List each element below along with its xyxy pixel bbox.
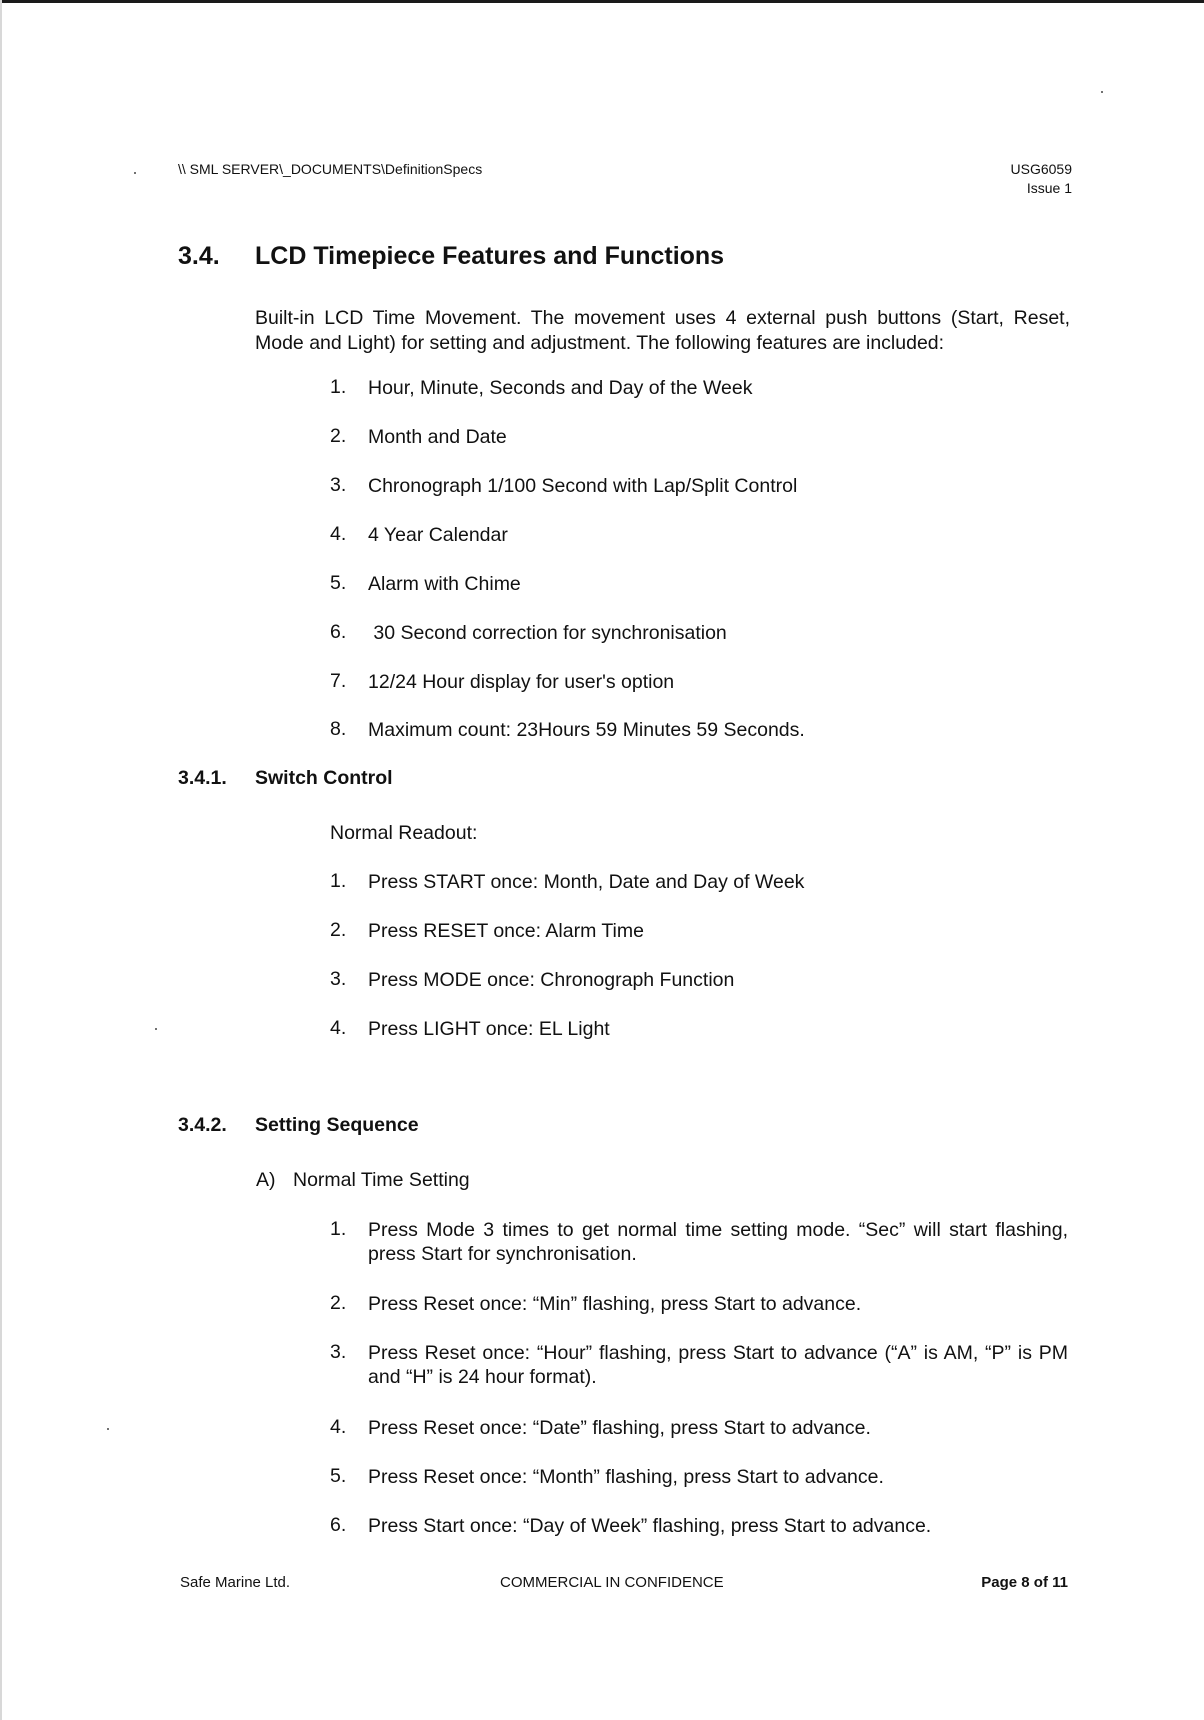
list-number: 4. <box>330 1416 347 1438</box>
list-text: Press LIGHT once: EL Light <box>368 1018 610 1040</box>
list-number: 2. <box>330 919 347 941</box>
list-text: Maximum count: 23Hours 59 Minutes 59 Seconds. <box>368 719 805 741</box>
list-text: Press Reset once: “Month” flashing, press Start to advance. <box>368 1466 884 1488</box>
list-text: Press MODE once: Chronograph Function <box>368 969 735 991</box>
list-text: 4 Year Calendar <box>368 524 508 546</box>
document-id-block <box>880 160 1072 198</box>
document-id: USG6059 <box>1010 161 1072 177</box>
section-intro: Built-in LCD Time Movement. The movement uses 4 external push buttons (Start, Reset, Mode and Light) for setting and adjustment. The following features are included: <box>255 307 1070 354</box>
scan-speck <box>107 1428 109 1430</box>
list-text: Hour, Minute, Seconds and Day of the Week <box>368 377 753 399</box>
list-text: Press Reset once: “Min” flashing, press Start to advance. <box>368 1293 862 1315</box>
scan-speck <box>134 172 136 174</box>
list-number: 6. <box>330 1514 347 1536</box>
list-number: 4. <box>330 1017 347 1039</box>
sub-label: A) <box>256 1169 276 1191</box>
scan-speck <box>1101 91 1103 93</box>
list-number: 8. <box>330 718 347 740</box>
list-number: 3. <box>330 1341 347 1363</box>
list-text: Press START once: Month, Date and Day of Week <box>368 871 805 893</box>
list-text: 30 Second correction for synchronisation <box>368 622 727 644</box>
list-number: 3. <box>330 474 347 496</box>
list-text: Press Start once: “Day of Week” flashing, press Start to advance. <box>368 1515 932 1537</box>
page-top-border <box>0 0 1204 3</box>
list-number: 5. <box>330 1465 347 1487</box>
section-number: 3.4. <box>178 242 220 270</box>
list-text: Press Reset once: “Date” flashing, press Start to advance. <box>368 1417 871 1439</box>
subsection-title: Switch Control <box>255 767 393 789</box>
list-text: Chronograph 1/100 Second with Lap/Split Control <box>368 475 798 497</box>
footer-confidentiality: COMMERCIAL IN CONFIDENCE <box>500 1574 724 1591</box>
list-text: Alarm with Chime <box>368 573 521 595</box>
list-number: 3. <box>330 968 347 990</box>
list-number: 1. <box>330 376 347 398</box>
footer-company: Safe Marine Ltd. <box>180 1574 291 1591</box>
list-text: 12/24 Hour display for user's option <box>368 671 675 693</box>
list-number: 6. <box>330 621 347 643</box>
subsection-number: 3.4.2. <box>178 1114 227 1136</box>
list-number: 2. <box>330 425 347 447</box>
footer-page-number: Page 8 of 11 <box>981 1574 1068 1591</box>
list-number: 1. <box>330 1218 347 1240</box>
list-text: Press Mode 3 times to get normal time setting mode. “Sec” will start flashing, press Start for synchronisation. <box>368 1219 1068 1265</box>
list-number: 4. <box>330 523 347 545</box>
subsection-number: 3.4.1. <box>178 767 227 789</box>
list-text: Press RESET once: Alarm Time <box>368 920 644 942</box>
section-title: LCD Timepiece Features and Functions <box>255 242 725 270</box>
list-text: Press Reset once: “Hour” flashing, press Start to advance (“A” is AM, “P” is PM and “H” is 24 hour format). <box>368 1342 1068 1388</box>
subsection-title: Setting Sequence <box>255 1114 419 1136</box>
readout-label: Normal Readout: <box>330 822 478 844</box>
document-issue: Issue 1 <box>1026 180 1072 196</box>
scan-speck <box>155 1028 157 1030</box>
document-path: \\ SML SERVER\_DOCUMENTS\DefinitionSpecs <box>178 161 483 177</box>
list-text: Month and Date <box>368 426 507 448</box>
list-number: 1. <box>330 870 347 892</box>
list-number: 5. <box>330 572 347 594</box>
page-left-edge <box>0 0 2 1720</box>
sub-title: Normal Time Setting <box>293 1169 470 1191</box>
list-number: 2. <box>330 1292 347 1314</box>
list-number: 7. <box>330 670 347 692</box>
